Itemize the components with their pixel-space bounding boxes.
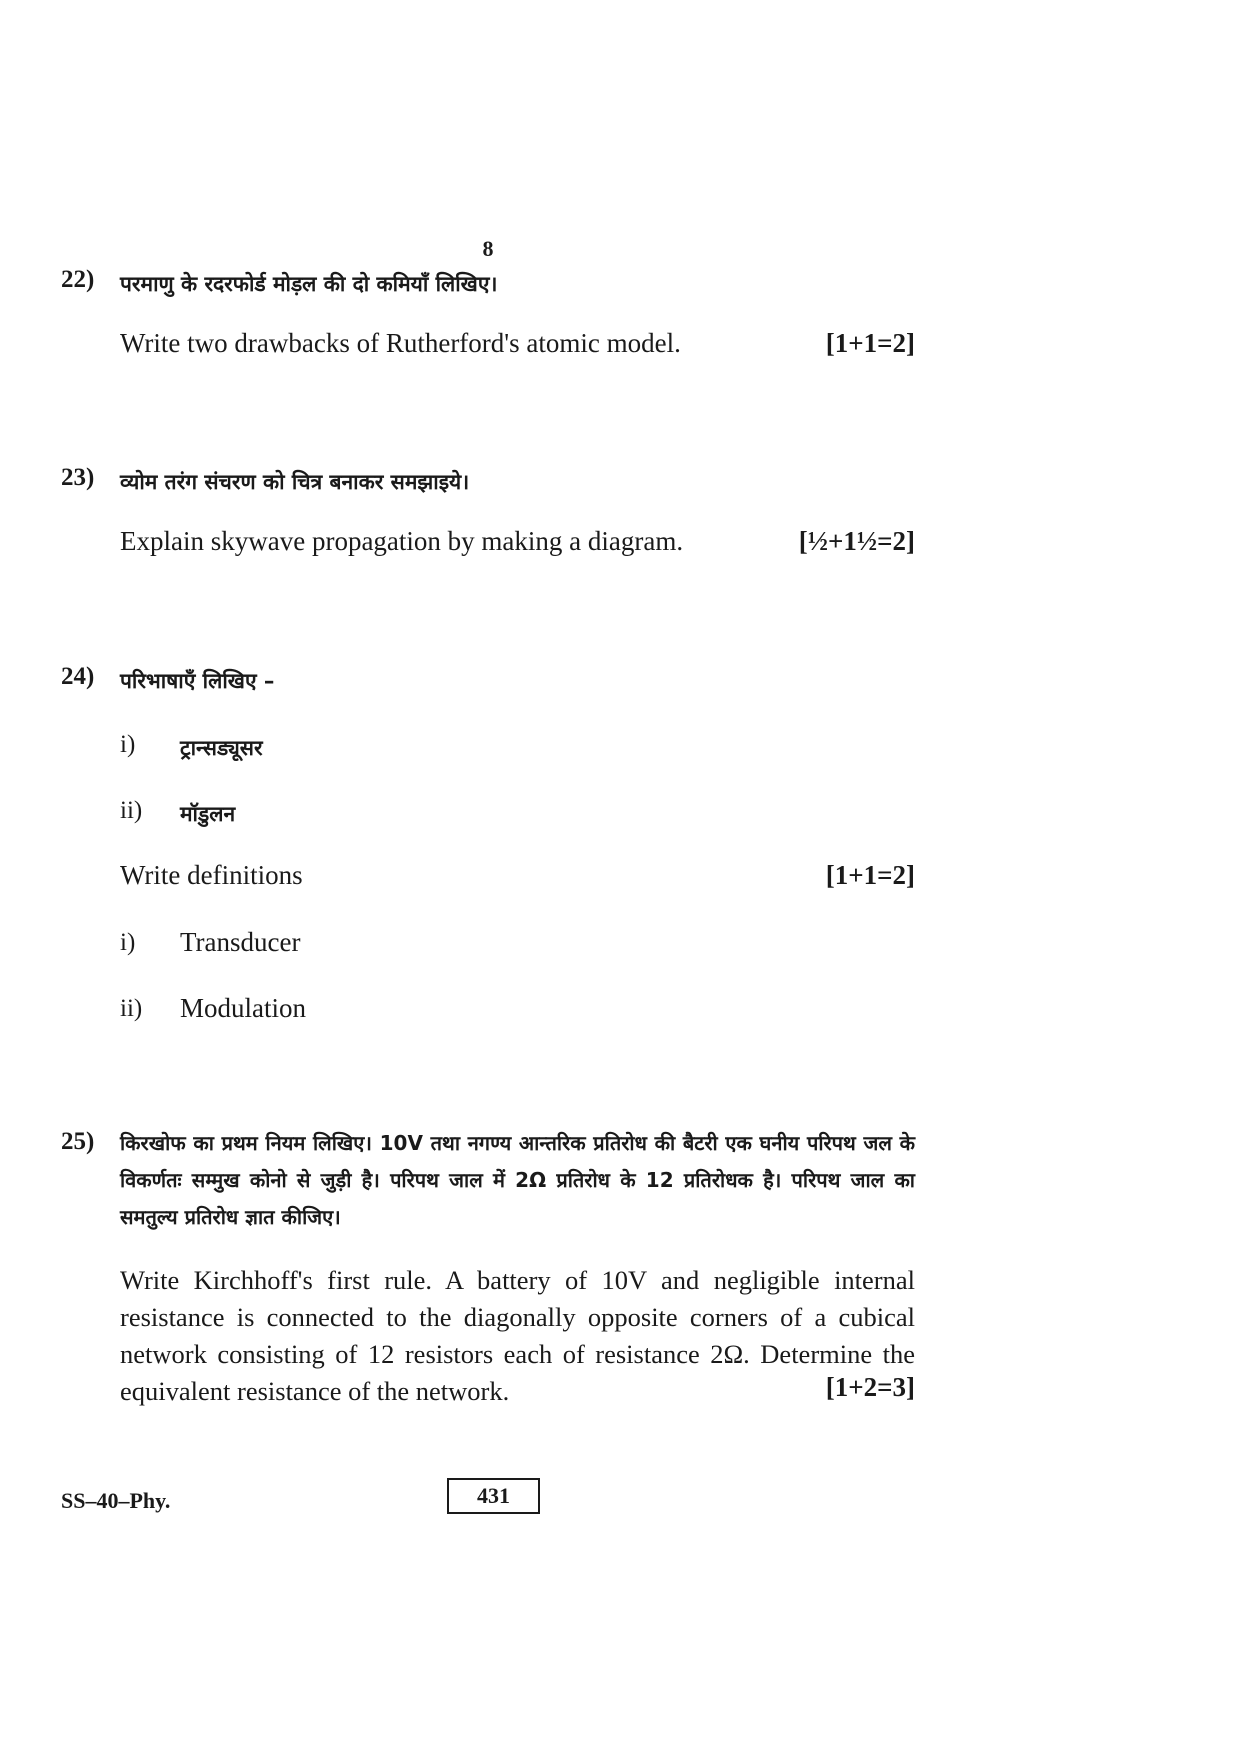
sub-item-label: i) xyxy=(120,731,136,758)
question-marks: [1+1=2] xyxy=(825,328,915,358)
question-number: 24) xyxy=(61,663,95,690)
sub-item-label: ii) xyxy=(120,797,143,824)
question-marks: [½+1½=2] xyxy=(798,526,915,556)
question-marks: [1+2=3] xyxy=(825,1372,915,1402)
sub-item-english-text: Modulation xyxy=(180,993,306,1023)
question-number: 22) xyxy=(61,266,95,293)
question-number: 25) xyxy=(61,1128,95,1155)
question-hindi-text: परिभाषाएँ लिखिए – xyxy=(120,669,275,693)
question-hindi-text: व्योम तरंग संचरण को चित्र बनाकर समझाइये। xyxy=(120,470,470,494)
paper-code: SS–40–Phy. xyxy=(61,1488,171,1513)
page-code-box: 431 xyxy=(447,1478,540,1514)
question-english-text: Explain skywave propagation by making a diagram. xyxy=(120,526,684,556)
sub-item-label: i) xyxy=(120,929,136,956)
sub-item-hindi-text: मॉडुलन xyxy=(180,802,236,826)
question-english-text: Write two drawbacks of Rutherford's atomic model. xyxy=(120,328,681,358)
question-english-text: Write definitions xyxy=(120,860,303,890)
sub-item-label: ii) xyxy=(120,995,143,1022)
sub-item-hindi-text: ट्रान्सड्यूसर xyxy=(180,736,263,760)
question-number: 23) xyxy=(61,464,95,491)
sub-item-english-text: Transducer xyxy=(180,927,301,957)
question-hindi-text: किरखोफ का प्रथम नियम लिखिए। 10V तथा नगण्य आन्तरिक प्रतिरोध की बैटरी एक घनीय परिपथ जल के विकर्णतः सम्मुख कोनो से जुड़ी है। परिपथ जाल में 2Ω प्रतिरोध के 12 प्रतिरोधक है। परिपथ जाल का समतुल्य प्रतिरोध ज्ञात कीजिए। xyxy=(120,1131,915,1229)
question-english-text: Write Kirchhoff's first rule. A battery of 10V and negligible internal resistance is connected to the diagonally opposite corners of a cubical network consisting of 12 resistors each of resistance 2Ω. Determine the equivalent resistance of the network. xyxy=(120,1265,915,1406)
page-number: 8 xyxy=(482,236,494,261)
question-marks: [1+1=2] xyxy=(825,860,915,890)
question-hindi-text: परमाणु के रदरफोर्ड मोड़ल की दो कमियाँ लिखिए। xyxy=(120,272,498,296)
